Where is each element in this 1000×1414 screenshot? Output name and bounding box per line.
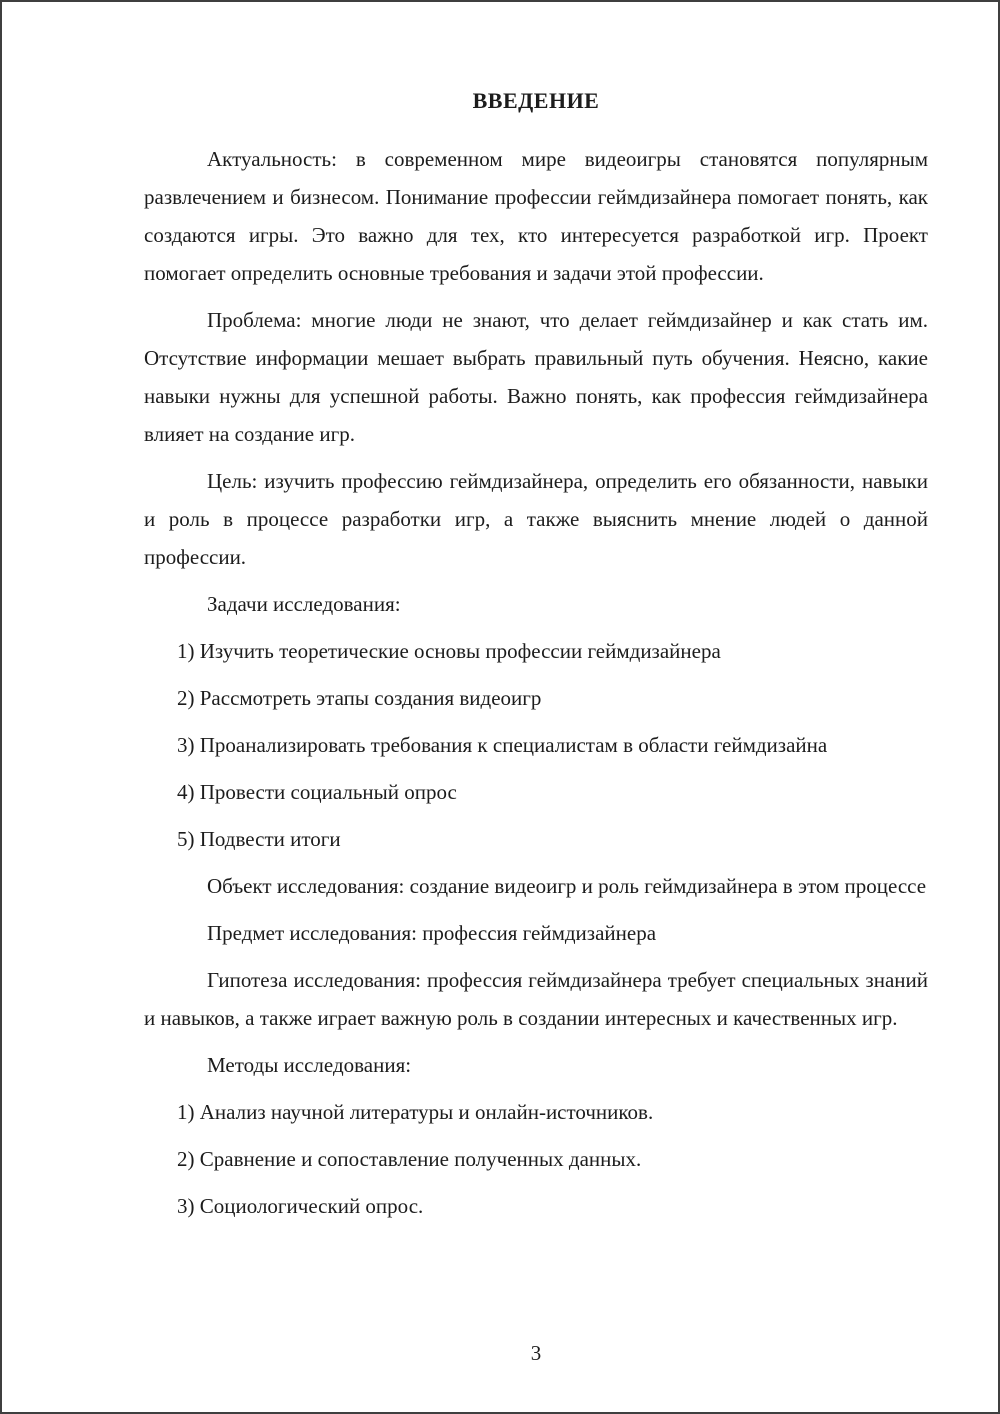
list-item: 5) Подвести итоги bbox=[177, 827, 341, 851]
paragraph-hypothesis: Гипотеза исследования: профессия геймдизайнера требует специальных знаний и навыков, а также играет важную роль в создании интересных и качественных игр. bbox=[144, 968, 928, 1030]
paragraph-actuality: Актуальность: в современном мире видеоигры становятся популярным развлечением и бизнесом. Понимание профессии геймдизайнера помогает понять, как создаются игры. Это важно для тех, кто интересуется разработкой игр. Проект помогает определить основные требования и задачи этой профессии. bbox=[144, 147, 928, 285]
list-item: 4) Провести социальный опрос bbox=[177, 780, 457, 804]
page-title: ВВЕДЕНИЕ bbox=[472, 88, 600, 113]
list-item: 1) Изучить теоретические основы профессии геймдизайнера bbox=[177, 639, 721, 663]
list-item: 2) Рассмотреть этапы создания видеоигр bbox=[177, 686, 542, 710]
paragraph-subject: Предмет исследования: профессия геймдизайнера bbox=[207, 921, 657, 945]
list-item: 2) Сравнение и сопоставление полученных данных. bbox=[177, 1147, 642, 1171]
paragraph-tasks-label: Задачи исследования: bbox=[207, 592, 401, 616]
list-item: 3) Проанализировать требования к специалистам в области геймдизайна bbox=[177, 733, 828, 757]
page-number: 3 bbox=[530, 1341, 542, 1365]
list-item: 1) Анализ научной литературы и онлайн-источников. bbox=[177, 1100, 654, 1124]
paragraph-problem: Проблема: многие люди не знают, что делает геймдизайнер и как стать им. Отсутствие информации мешает выбрать правильный путь обучения. Неясно, какие навыки нужны для успешной работы. Важно понять, как профессия геймдизайнера влияет на создание игр. bbox=[144, 308, 928, 446]
paragraph-goal: Цель: изучить профессию геймдизайнера, определить его обязанности, навыки и роль в процессе разработки игр, а также выяснить мнение людей о данной профессии. bbox=[144, 469, 928, 569]
document-body bbox=[144, 140, 928, 1225]
list-item: 3) Социологический опрос. bbox=[177, 1194, 424, 1218]
paragraph-object: Объект исследования: создание видеоигр и роль геймдизайнера в этом процессе bbox=[207, 874, 927, 898]
paragraph-methods-label: Методы исследования: bbox=[207, 1053, 412, 1077]
